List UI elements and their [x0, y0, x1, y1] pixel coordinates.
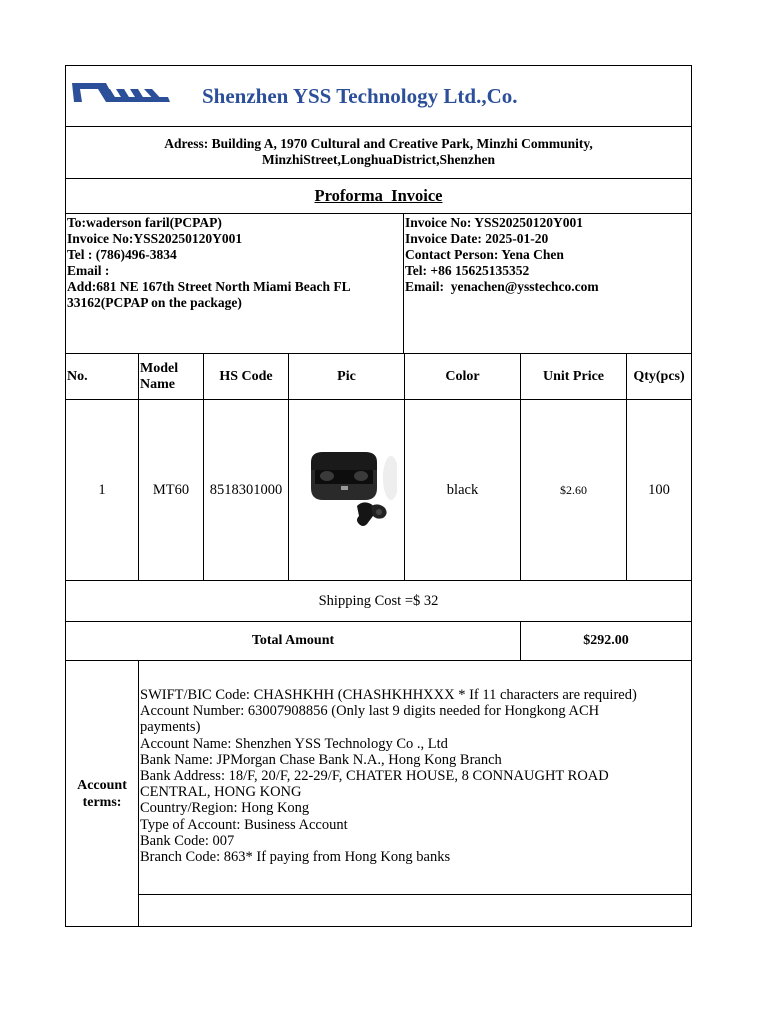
total-label: Total Amount — [66, 622, 521, 660]
buyer-address-1: Add:681 NE 167th Street North Miami Beach FL — [67, 279, 351, 294]
cell-no: 1 — [66, 400, 139, 580]
seller-contact: Contact Person: Yena Chen — [405, 247, 564, 262]
bank-details-list — [139, 661, 691, 865]
cell-hs-code: 8518301000 — [204, 400, 289, 580]
title-row — [66, 179, 691, 214]
buyer-address-2: 33162(PCPAP on the package) — [67, 295, 242, 310]
buyer-email: Email : — [67, 263, 110, 278]
bank-line: Bank Code: 007 — [140, 832, 235, 849]
header-unit-price: Unit Price — [521, 354, 627, 399]
earbuds-product-image — [297, 440, 397, 540]
bank-line: CENTRAL, HONG KONG — [140, 784, 302, 801]
account-details — [139, 661, 691, 895]
bank-line: Type of Account: Business Account — [140, 816, 348, 833]
company-name: Shenzhen YSS Technology Ltd.,Co. — [202, 84, 518, 108]
account-terms-label: Account terms: — [66, 661, 139, 926]
invoice-title: Proforma Invoice — [314, 186, 443, 205]
company-logo-icon — [72, 80, 170, 104]
cell-qty: 100 — [648, 481, 670, 498]
address-line-2: MinzhiStreet,LonghuaDistrict,Shenzhen — [261, 152, 495, 167]
buyer-to: To:waderson faril(PCPAP) — [67, 215, 222, 230]
bank-line: Bank Name: JPMorgan Chase Bank N.A., Hong Kong Branch — [140, 751, 502, 768]
header-hs-code: HS Code — [204, 354, 289, 399]
bank-line: Account Number: 63007908856 (Only last 9 digits needed for Hongkong ACH — [140, 703, 600, 720]
info-row — [66, 214, 691, 354]
header-qty: Qty(pcs) — [633, 368, 685, 384]
table-row — [66, 400, 691, 581]
seller-email: Email: yenachen@ysstechco.com — [405, 279, 599, 294]
buyer-tel: Tel : (786)496-3834 — [67, 247, 177, 262]
cell-model: MT60 — [139, 400, 204, 580]
seller-invoice-no: Invoice No: YSS20250120Y001 — [405, 215, 584, 230]
bank-line: SWIFT/BIC Code: CHASHKHH (CHASHKHHXXX * If 11 characters are required) — [140, 687, 637, 703]
bank-line: Bank Address: 18/F, 20/F, 22-29/F, CHATER HOUSE, 8 CONNAUGHT ROAD — [140, 768, 609, 785]
address-line-1: Adress: Building A, 1970 Cultural and Creative Park, Minzhi Community, — [164, 136, 593, 151]
table-header-row — [66, 354, 691, 400]
header-pic: Pic — [289, 354, 405, 399]
seller-invoice-date: Invoice Date: 2025-01-20 — [405, 231, 549, 246]
buyer-invoice-no: Invoice No:YSS20250120Y001 — [67, 231, 243, 246]
invoice-sheet — [65, 65, 692, 927]
seller-info — [404, 214, 691, 353]
seller-tel: Tel: +86 15625135352 — [405, 263, 530, 278]
header-color: Color — [405, 354, 521, 399]
header-model: Model Name — [139, 354, 204, 399]
total-row — [66, 622, 691, 661]
buyer-info — [66, 214, 404, 353]
cell-color: black — [405, 400, 521, 580]
header-row — [66, 66, 691, 127]
shipping-row — [66, 581, 691, 622]
cell-unit-price: $2.60 — [521, 400, 627, 580]
bank-line: Account Name: Shenzhen YSS Technology Co ., Ltd — [140, 735, 448, 752]
bank-line: Country/Region: Hong Kong — [140, 800, 310, 817]
bank-line: payments) — [140, 719, 201, 736]
total-value: $292.00 — [583, 633, 629, 648]
header-no: No. — [66, 354, 139, 399]
address-row — [66, 127, 691, 179]
cell-pic — [289, 400, 405, 580]
bank-line: Branch Code: 863* If paying from Hong Kong banks — [140, 849, 451, 866]
shipping-cost: Shipping Cost =$ 32 — [318, 592, 439, 609]
